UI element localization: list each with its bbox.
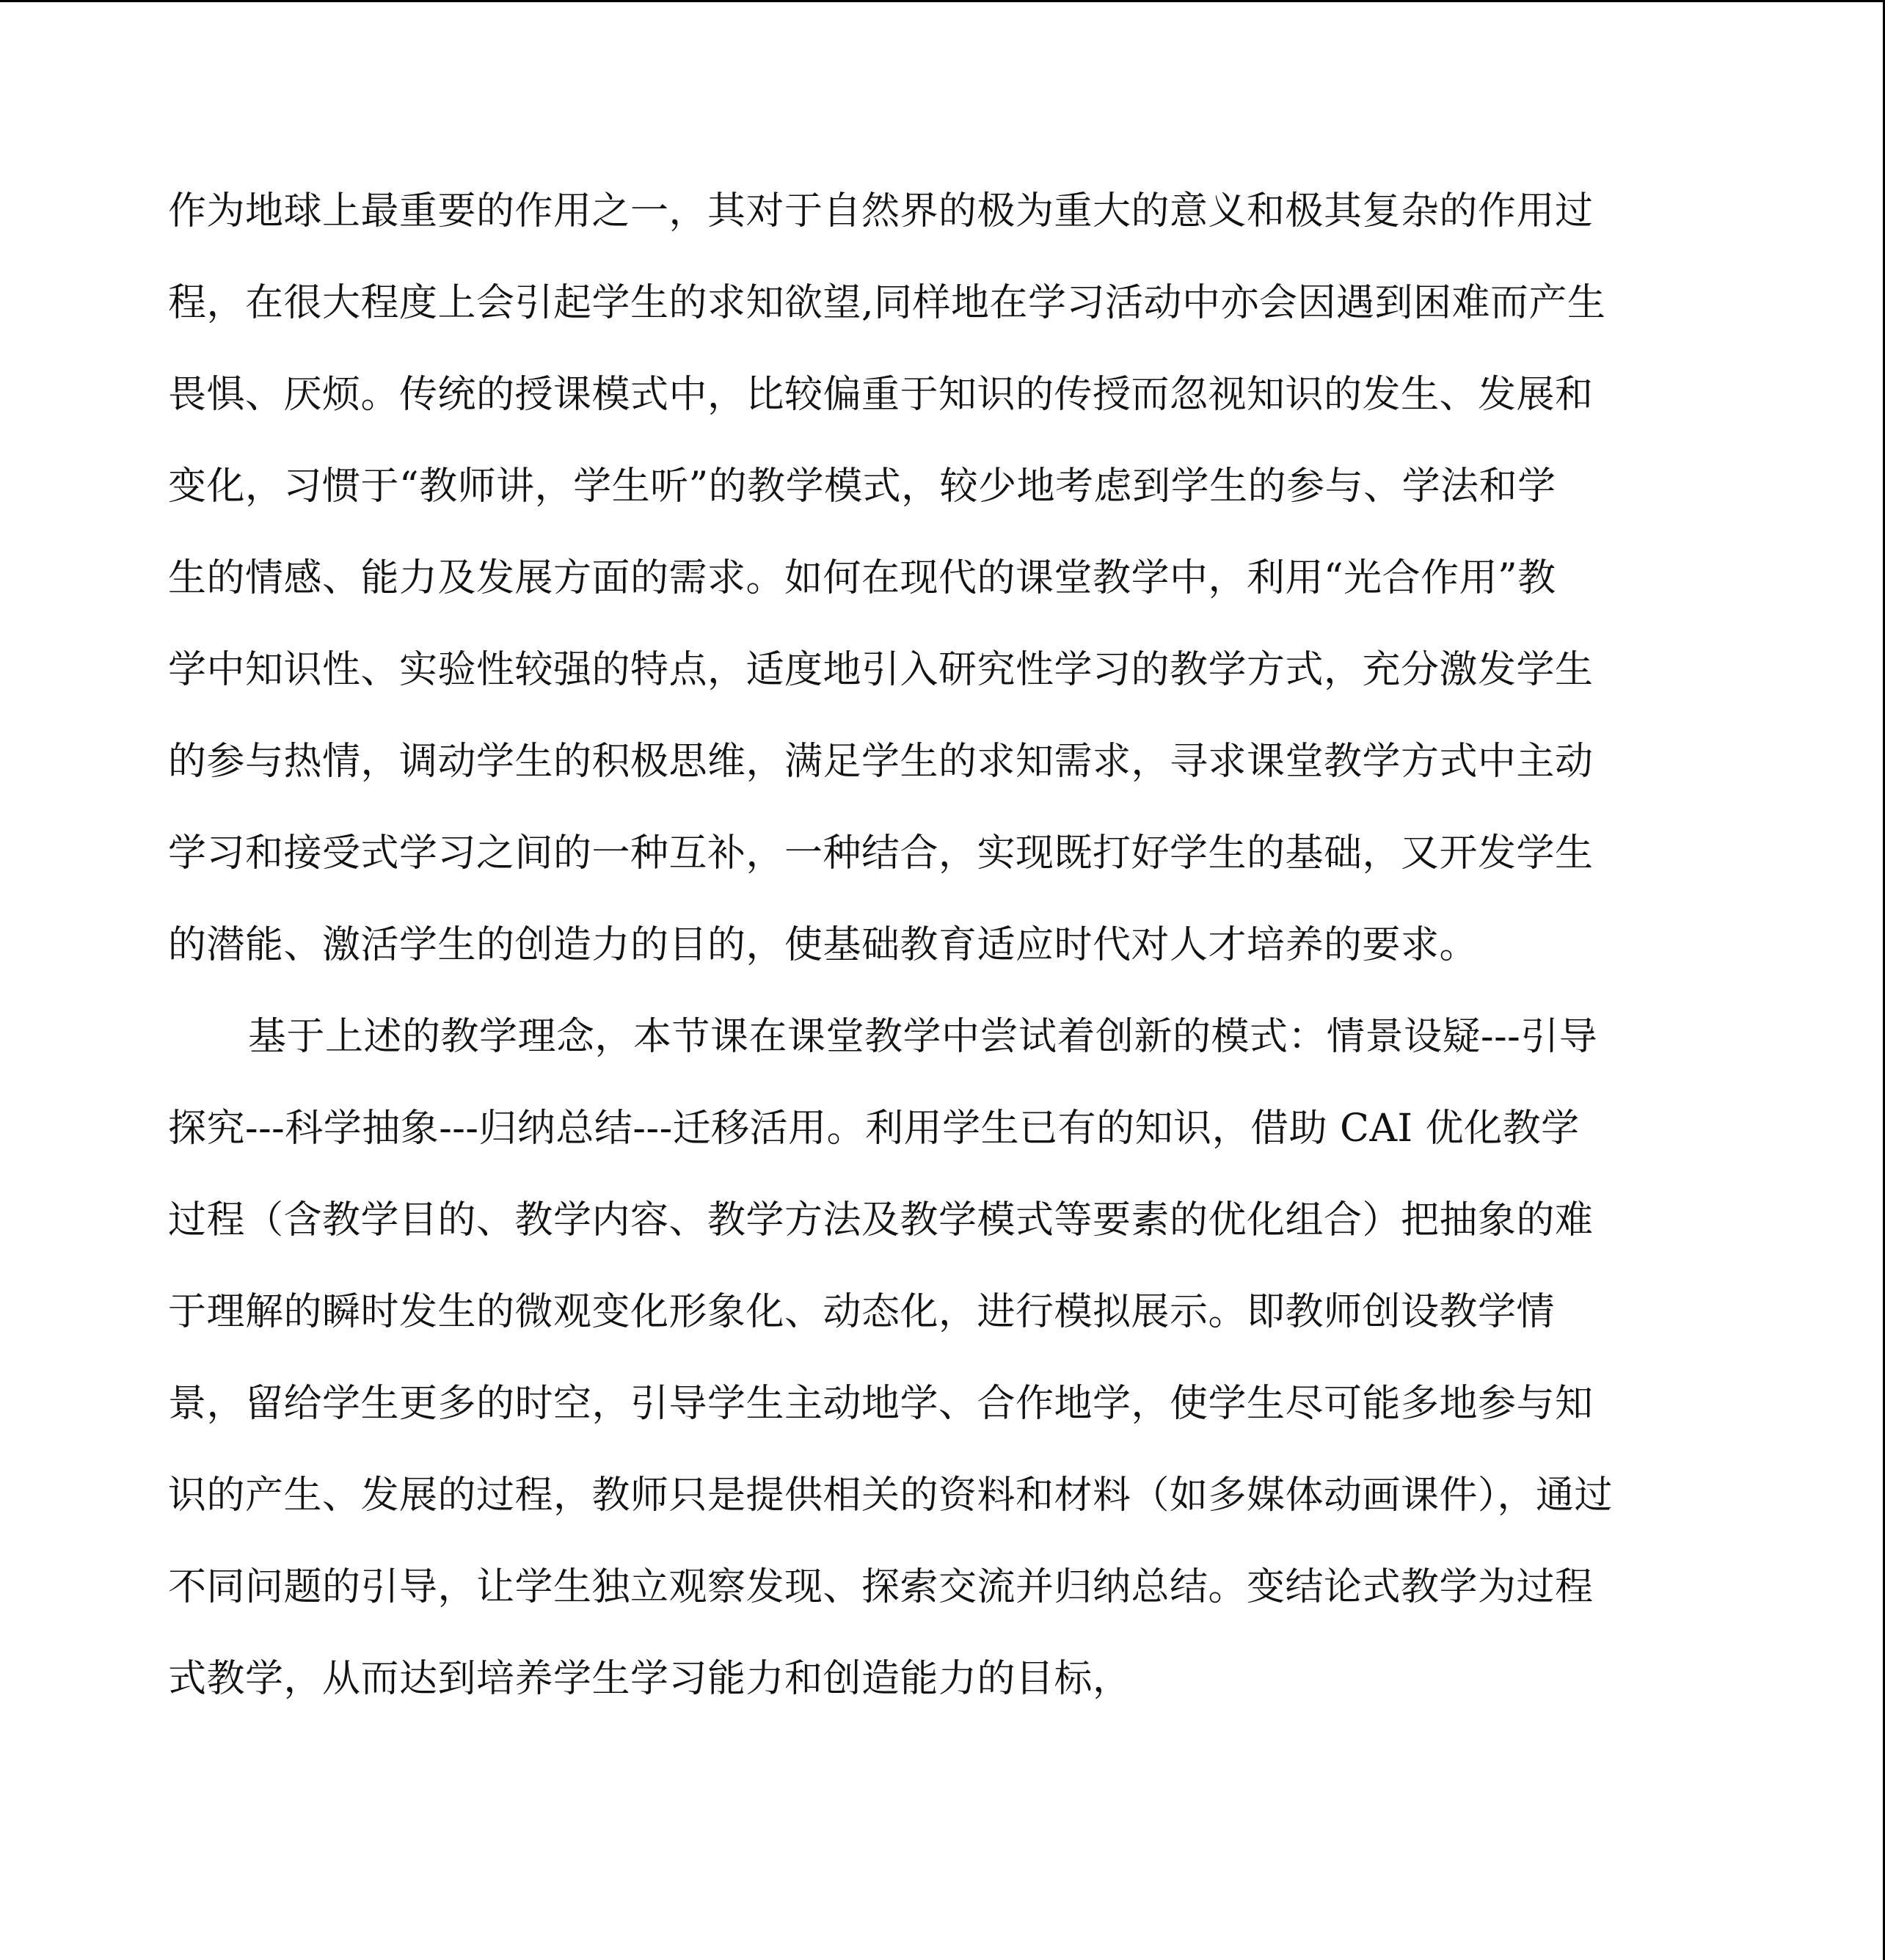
text-line-12: 过程（含教学目的、教学内容、教学方法及教学模式等要素的优化组合）把抽象的难	[168, 1198, 1594, 1242]
text-line-16: 不同问题的引导，让学生独立观察发现、探索交流并归纳总结。变结论式教学为过程	[168, 1565, 1594, 1609]
text-line-3: 畏惧、厌烦。传统的授课模式中，比较偏重于知识的传授而忽视知识的发生、发展和	[168, 373, 1594, 417]
text-line-8: 学习和接受式学习之间的一种互补，一种结合，实现既打好学生的基础，又开发学生	[168, 831, 1594, 875]
text-line-2: 程，在很大程度上会引起学生的求知欲望,同样地在学习活动中亦会因遇到困难而产生	[168, 281, 1606, 325]
text-line-14: 景，留给学生更多的时空，引导学生主动地学、合作地学，使学生尽可能多地参与知	[168, 1382, 1594, 1426]
text-line-17: 式教学，从而达到培养学生学习能力和创造能力的目标，	[168, 1657, 1131, 1701]
text-line-4: 变化，习惯于“教师讲，学生听”的教学模式，较少地考虑到学生的参与、学法和学	[168, 465, 1556, 509]
text-line-7: 的参与热情，调动学生的积极思维，满足学生的求知需求，寻求课堂教学方式中主动	[168, 740, 1594, 784]
text-line-9: 的潜能、激活学生的创造力的目的，使基础教育适应时代对人才培养的要求。	[168, 923, 1479, 967]
text-line-1: 作为地球上最重要的作用之一，其对于自然界的极为重大的意义和极其复杂的作用过	[168, 189, 1594, 233]
text-line-11: 探究---科学抽象---归纳总结---迁移活用。利用学生已有的知识，借助 CAI 优化教学	[168, 1107, 1580, 1151]
text-line-6: 学中知识性、实验性较强的特点，适度地引入研究性学习的教学方式，充分激发学生	[168, 648, 1594, 692]
text-line-15: 识的产生、发展的过程，教师只是提供相关的资料和材料（如多媒体动画课件），通过	[168, 1473, 1614, 1518]
text-line-10: 基于上述的教学理念，本节课在课堂教学中尝试着创新的模式：情景设疑---引导	[248, 1015, 1598, 1059]
text-line-13: 于理解的瞬时发生的微观变化形象化、动态化，进行模拟展示。即教师创设教学情	[168, 1290, 1556, 1334]
text-line-5: 生的情感、能力及发展方面的需求。如何在现代的课堂教学中，利用“光合作用”教	[168, 556, 1556, 600]
